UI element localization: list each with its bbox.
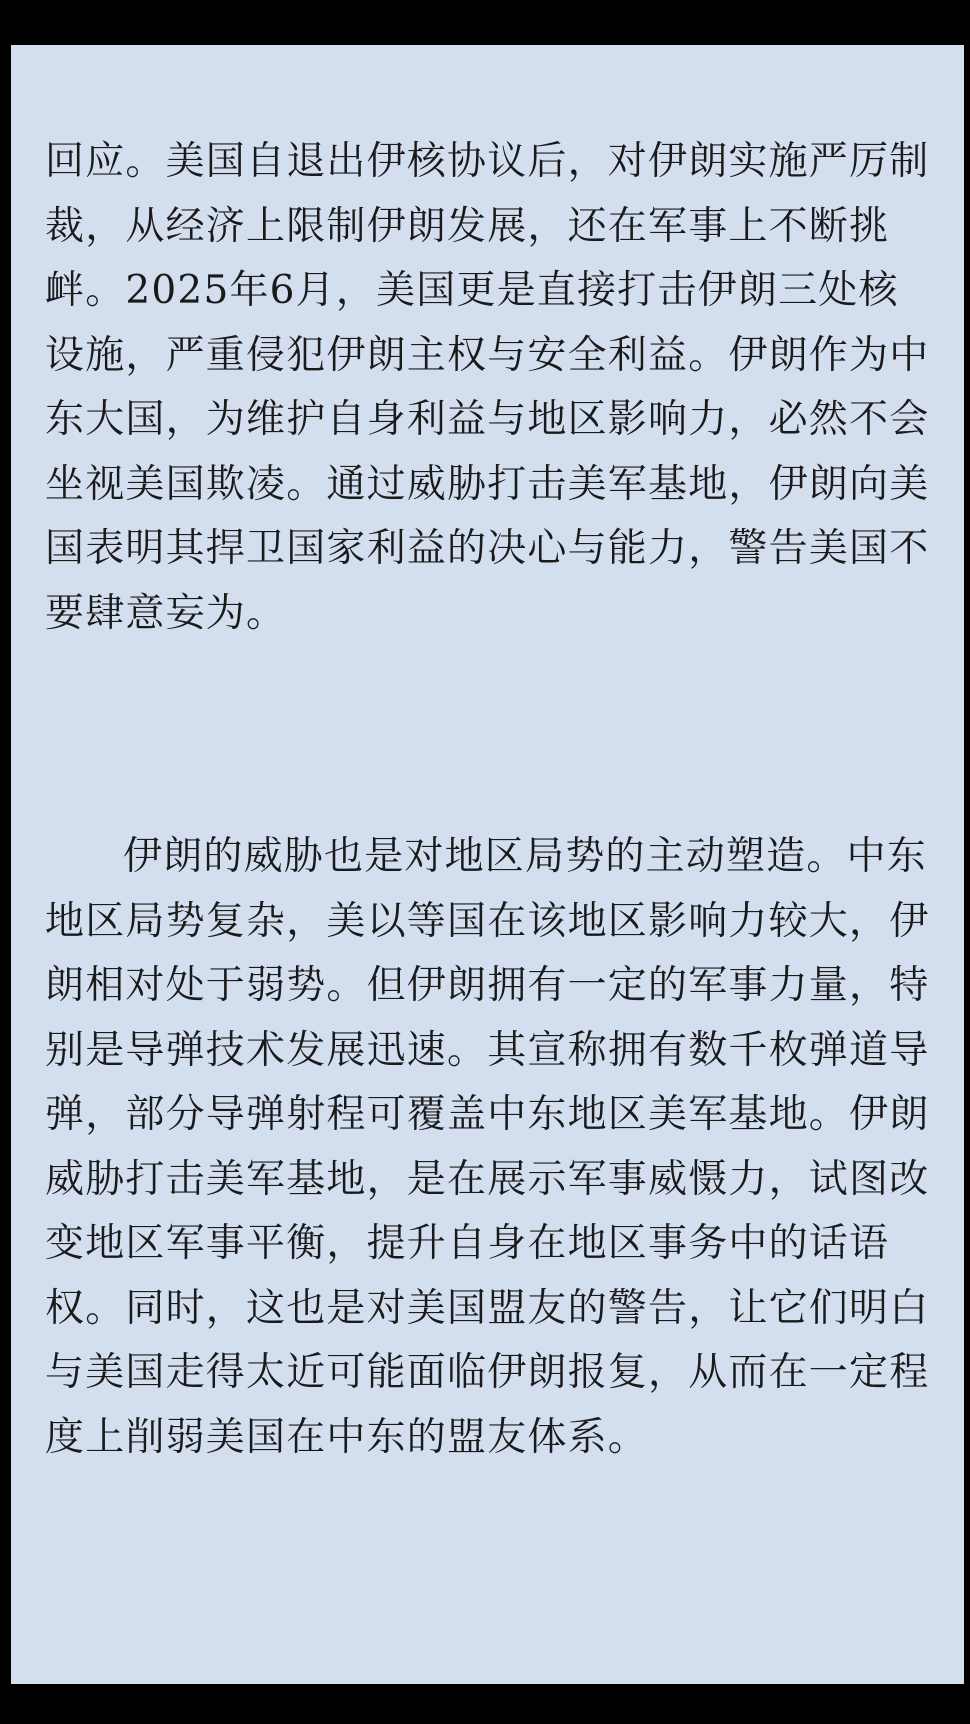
top-black-bar bbox=[0, 0, 970, 45]
bottom-black-bar bbox=[0, 1684, 970, 1724]
paragraph-2: 伊朗的威胁也是对地区局势的主动塑造。中东地区局势复杂，美以等国在该地区影响力较大，伊朗相对处于弱势。但伊朗拥有一定的军事力量，特别是导弹技术发展迅速。其宣称拥有数千枚弹道导弹，部分导弹射程可覆盖中东地区美军基地。伊朗威胁打击美军基地，是在展示军事威慑力，试图改变地区军事平衡，提升自身在地区事务中的话语权。同时，这也是对美国盟友的警告，让它们明白与美国走得太近可能面临伊朗报复，从而在一定程度上削弱美国在中东的盟友体系。 bbox=[45, 834, 930, 1460]
paragraph-1: 回应。美国自退出伊核协议后，对伊朗实施严厉制裁，从经济上限制伊朗发展，还在军事上不断挑衅。2025年6月，美国更是直接打击伊朗三处核设施，严重侵犯伊朗主权与安全利益。伊朗作为中东大国，为维护自身利益与地区影响力，必然不会坐视美国欺凌。通过威胁打击美军基地，伊朗向美国表明其捍卫国家利益的决心与能力，警告美国不要肆意妄为。 bbox=[45, 139, 930, 636]
document-page bbox=[11, 45, 964, 1684]
